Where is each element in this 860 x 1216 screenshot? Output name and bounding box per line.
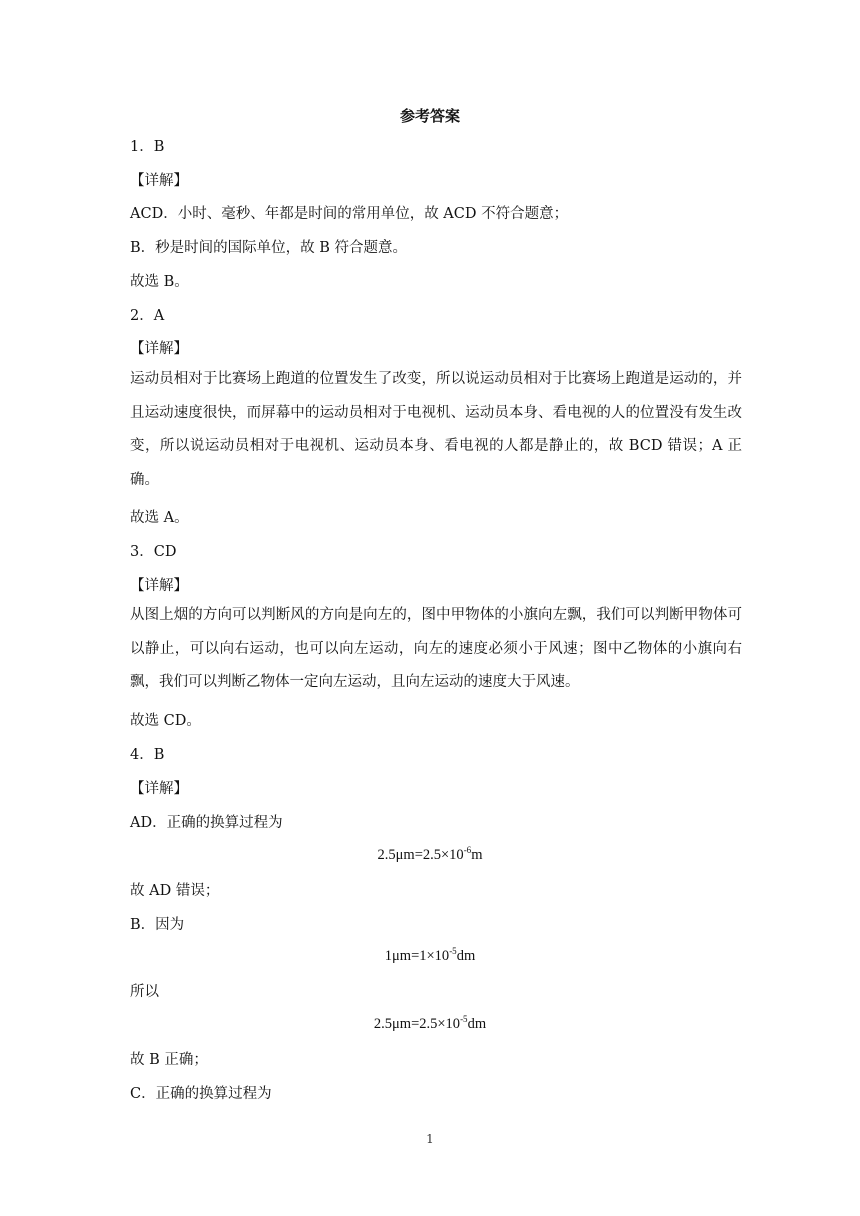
q2-answer: 2．A — [130, 308, 165, 324]
equation-3-unit: dm — [467, 1016, 487, 1032]
equation-2-unit: dm — [456, 948, 476, 964]
q3-heading: 【详解】 — [130, 578, 188, 594]
q4-ad-conclusion: 故 AD 错误； — [130, 883, 220, 899]
equation-1-exponent: -6 — [463, 845, 472, 855]
equation-3-base: 2.5μm=2.5×10 — [373, 1016, 461, 1032]
q1-line-1: ACD．小时、毫秒、年都是时间的常用单位，故 ACD 不符合题意； — [130, 206, 569, 222]
equation-2-base: 1μm=1×10 — [384, 948, 450, 964]
q3-conclusion: 故选 CD。 — [130, 713, 201, 729]
equation-1-base: 2.5μm=2.5×10 — [377, 847, 464, 863]
q4-b-conclusion: 故 B 正确； — [130, 1052, 208, 1068]
q4-answer: 4．B — [130, 747, 165, 763]
page-number: 1 — [426, 1132, 434, 1146]
q4-heading: 【详解】 — [130, 781, 188, 797]
q3-answer: 3．CD — [130, 544, 177, 560]
q2-conclusion: 故选 A。 — [130, 510, 189, 526]
equation-2 — [0, 946, 860, 965]
equation-3-exponent: -5 — [460, 1014, 468, 1024]
q4-b-intro: B．因为 — [130, 917, 185, 933]
q1-line-3: 故选 B。 — [130, 274, 189, 290]
q3-explanation: 从图上烟的方向可以判断风的方向是向左的，图中甲物体的小旗向左飘，我们可以判断甲物体可以静止，可以向右运动，也可以向左运动，向左的速度必须小于风速；图中乙物体的小旗向右飘，我们可以判断乙物体一定向左运动，且向左运动的速度大于风速。 — [130, 607, 742, 690]
q4-c-intro: C．正确的换算过程为 — [130, 1086, 272, 1102]
q1-line-2: B．秒是时间的国际单位，故 B 符合题意。 — [130, 240, 408, 256]
q4-so: 所以 — [130, 984, 159, 1000]
q2-explanation: 运动员相对于比赛场上跑道的位置发生了改变，所以说运动员相对于比赛场上跑道是运动的，并且运动速度很快，而屏幕中的运动员相对于电视机、运动员本身、看电视的人的位置没有发生改变，所以说运动员相对于电视机、运动员本身、看电视的人都是静止的，故 BCD 错误；A 正确。 — [130, 371, 742, 488]
q1-answer: 1．B — [130, 139, 165, 155]
q1-heading: 【详解】 — [130, 173, 188, 189]
equation-3 — [0, 1014, 860, 1033]
equation-2-exponent: -5 — [449, 946, 457, 956]
page-title: 参考答案 — [399, 107, 460, 125]
q4-ad-intro: AD．正确的换算过程为 — [130, 815, 283, 831]
equation-1 — [0, 845, 860, 864]
equation-1-unit: m — [471, 847, 483, 863]
q2-heading: 【详解】 — [130, 341, 188, 357]
